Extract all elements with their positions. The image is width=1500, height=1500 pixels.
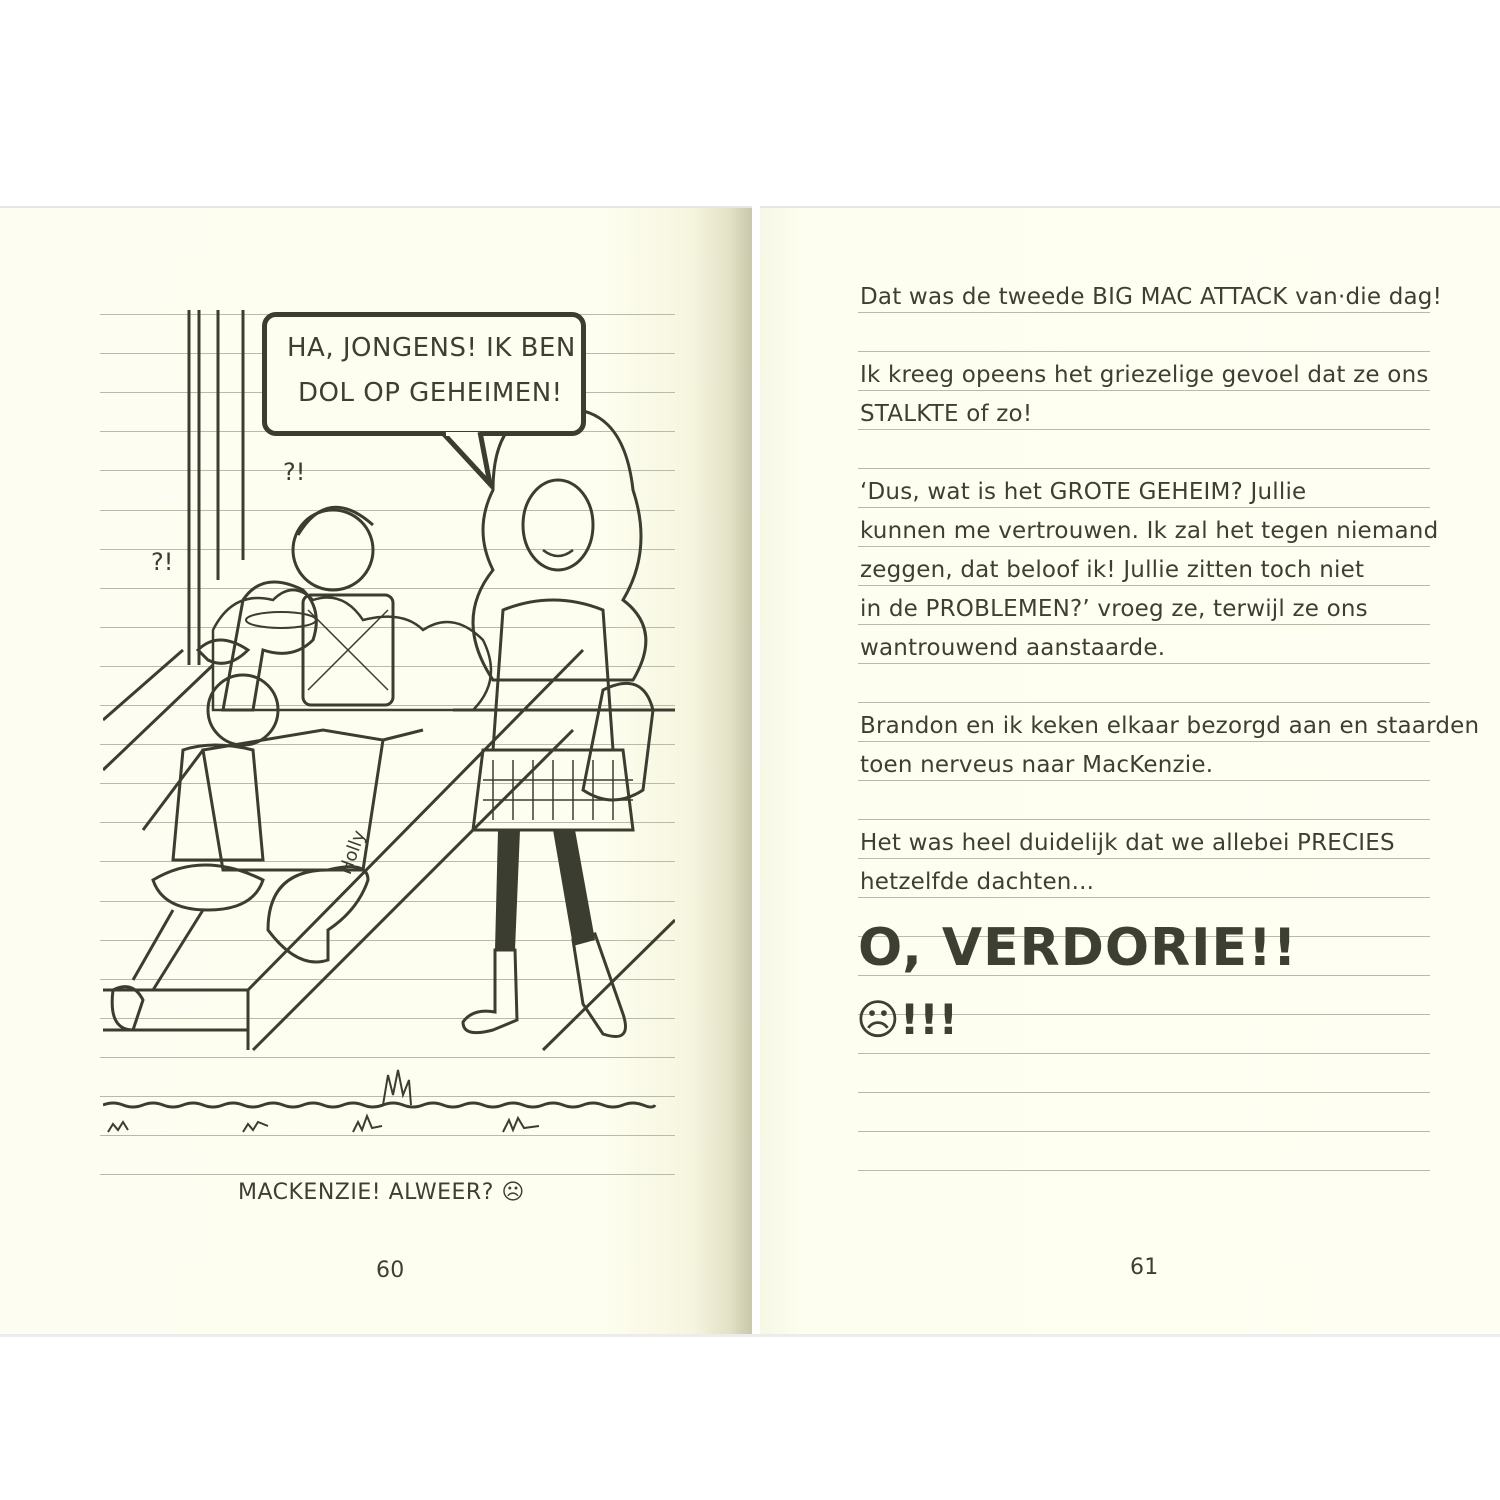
- ruled-line: [100, 1174, 675, 1175]
- ruled-line: [858, 663, 1430, 664]
- text-line-4: ‘Dus, wat is het GROTE GEHEIM? Jullie: [860, 479, 1307, 505]
- speech-bubble: [262, 312, 586, 436]
- page-number-left: 60: [376, 1258, 405, 1283]
- ruled-line: [858, 1170, 1430, 1171]
- speech-bubble-line-1: HA, JONGENS! IK BEN: [287, 333, 576, 363]
- ruled-line: [858, 858, 1430, 859]
- ruled-line: [858, 624, 1430, 625]
- ruled-line: [858, 1053, 1430, 1054]
- ruled-line: [858, 507, 1430, 508]
- text-line-7: in de PROBLEMEN?’ vroeg ze, terwijl ze ons: [860, 596, 1368, 622]
- text-line-9: Brandon en ik keken elkaar bezorgd aan en staarden: [860, 713, 1480, 739]
- ruled-line: [858, 585, 1430, 586]
- ruled-line: [858, 390, 1430, 391]
- ruled-line: [858, 1131, 1430, 1132]
- ruled-line: [858, 819, 1430, 820]
- ruled-line: [858, 897, 1430, 898]
- text-line-8: wantrouwend aanstaarde.: [860, 635, 1166, 661]
- box-label: Holly: [334, 827, 371, 878]
- exclamation-heading: O, VERDORIE!!: [858, 918, 1298, 978]
- speech-bubble-line-2: DOL OP GEHEIMEN!: [298, 378, 563, 408]
- page-number-right: 61: [1130, 1255, 1159, 1280]
- ruled-line: [858, 468, 1430, 469]
- exclamation-mark-boy: ?!: [283, 458, 306, 486]
- ruled-line: [858, 1092, 1430, 1093]
- text-line-3: STALKTE of zo!: [860, 401, 1033, 427]
- illustration-caption: MACKENZIE! ALWEER? ☹: [238, 1180, 525, 1205]
- book-spine-gap: [752, 206, 760, 1334]
- ruled-line: [858, 741, 1430, 742]
- frown-line: ☹!!!: [856, 995, 959, 1044]
- text-line-12: hetzelfde dachten...: [860, 869, 1095, 895]
- ruled-line: [858, 429, 1430, 430]
- text-line-10: toen nerveus naar MacKenzie.: [860, 752, 1214, 778]
- ruled-line: [858, 351, 1430, 352]
- speech-bubble-tail: [440, 432, 500, 492]
- ruled-line: [858, 546, 1430, 547]
- ruled-line: [858, 312, 1430, 313]
- text-line-6: zeggen, dat beloof ik! Jullie zitten toch niet: [860, 557, 1365, 583]
- exclamation-mark-girl: ?!: [151, 548, 174, 576]
- text-line-5: kunnen me vertrouwen. Ik zal het tegen niemand: [860, 518, 1439, 544]
- text-line-1: Dat was de tweede BIG MAC ATTACK van·die dag!: [860, 284, 1443, 310]
- ruled-line: [858, 702, 1430, 703]
- book-bottom-edge: [0, 1334, 1500, 1337]
- ruled-line: [858, 780, 1430, 781]
- text-line-11: Het was heel duidelijk dat we allebei PRECIES: [860, 830, 1395, 856]
- text-line-2: Ik kreeg opeens het griezelige gevoel dat ze ons: [860, 362, 1429, 388]
